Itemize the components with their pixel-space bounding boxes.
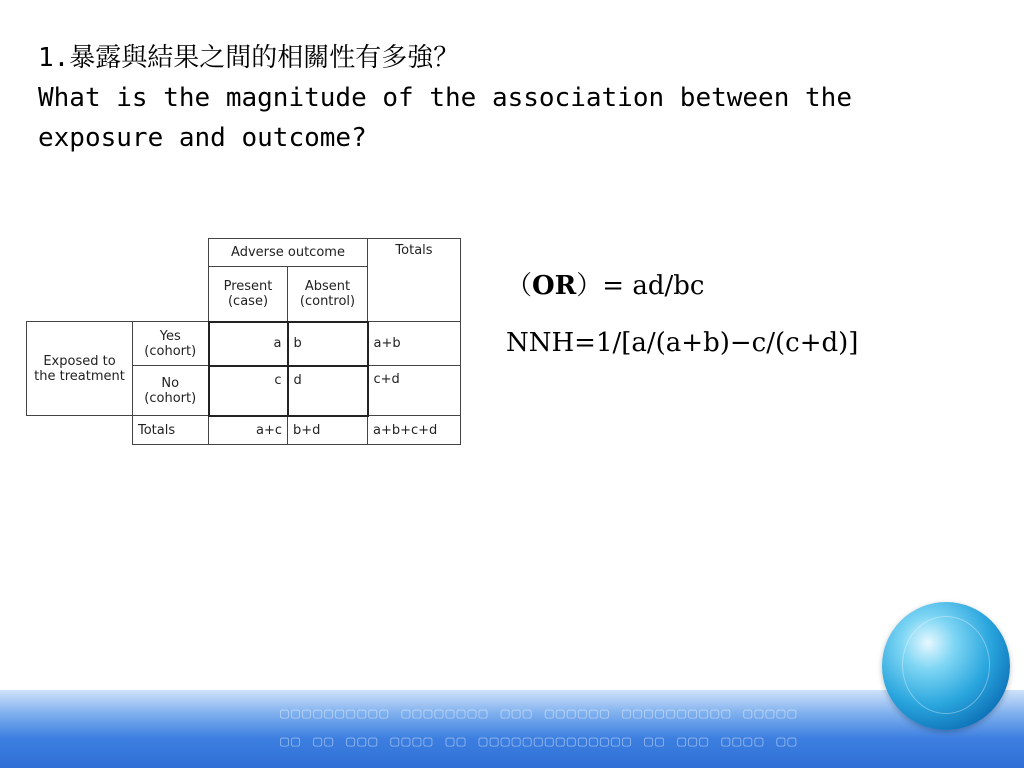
or-open-paren: （	[506, 271, 533, 301]
absent-sublabel: (control)	[299, 293, 356, 309]
row-yes	[133, 322, 209, 366]
footer-band	[0, 690, 1024, 768]
cell-grand-total: a+b+c+d	[368, 416, 461, 445]
odds-ratio-formula	[506, 265, 704, 302]
cell-b-plus-d: b+d	[288, 416, 368, 445]
header-totals: Totals	[368, 239, 461, 322]
row-totals-label: Totals	[133, 416, 209, 445]
empty-cell	[27, 239, 133, 267]
footer-decor-text-2: ▢▢ ▢▢ ▢▢▢ ▢▢▢▢ ▢▢ ▢▢▢▢▢▢▢▢▢▢▢▢▢▢ ▢▢ ▢▢▢ ▢▢▢▢ ▢▢	[280, 732, 799, 750]
or-label: OR	[532, 271, 577, 301]
contingency-table	[26, 238, 461, 445]
heading-chinese: 1.暴露與結果之間的相關性有多強？	[38, 43, 460, 73]
cell-a: a	[209, 322, 288, 366]
empty-cell	[27, 416, 133, 445]
cell-c: c	[209, 366, 288, 416]
header-present	[209, 267, 288, 322]
heading-english-line2: exposure and outcome?	[38, 123, 367, 153]
cell-c-plus-d: c+d	[368, 366, 461, 416]
row-no	[133, 366, 209, 416]
cell-a-plus-c: a+c	[209, 416, 288, 445]
or-rest: ）= ad/bc	[576, 271, 705, 301]
exposed-label-cell	[27, 322, 133, 416]
present-sublabel: (case)	[227, 293, 269, 309]
no-label: No	[161, 375, 180, 391]
absent-label: Absent	[304, 278, 351, 294]
yes-sublabel: (cohort)	[144, 343, 197, 359]
globe-icon	[882, 602, 1010, 730]
cell-a-plus-b: a+b	[368, 322, 461, 366]
header-absent	[288, 267, 368, 322]
slide-heading	[38, 38, 998, 158]
heading-english-line1: What is the magnitude of the association between the	[38, 83, 852, 113]
footer-decor-text-1: ▢▢▢▢▢▢▢▢▢▢ ▢▢▢▢▢▢▢▢ ▢▢▢ ▢▢▢▢▢▢ ▢▢▢▢▢▢▢▢▢▢ ▢▢▢▢▢	[280, 704, 799, 722]
empty-cell	[27, 267, 133, 322]
exposed-label: Exposed to	[43, 353, 116, 369]
cell-d: d	[288, 366, 368, 416]
empty-cell	[133, 239, 209, 267]
exposed-label-2: the treatment	[34, 368, 125, 384]
yes-label: Yes	[159, 328, 181, 344]
present-label: Present	[223, 278, 273, 294]
no-sublabel: (cohort)	[144, 390, 197, 406]
nnh-formula: NNH=1/[a/(a+b)−c/(c+d)]	[506, 328, 859, 358]
header-adverse-outcome: Adverse outcome	[209, 239, 368, 267]
empty-cell	[133, 267, 209, 322]
cell-b: b	[288, 322, 368, 366]
